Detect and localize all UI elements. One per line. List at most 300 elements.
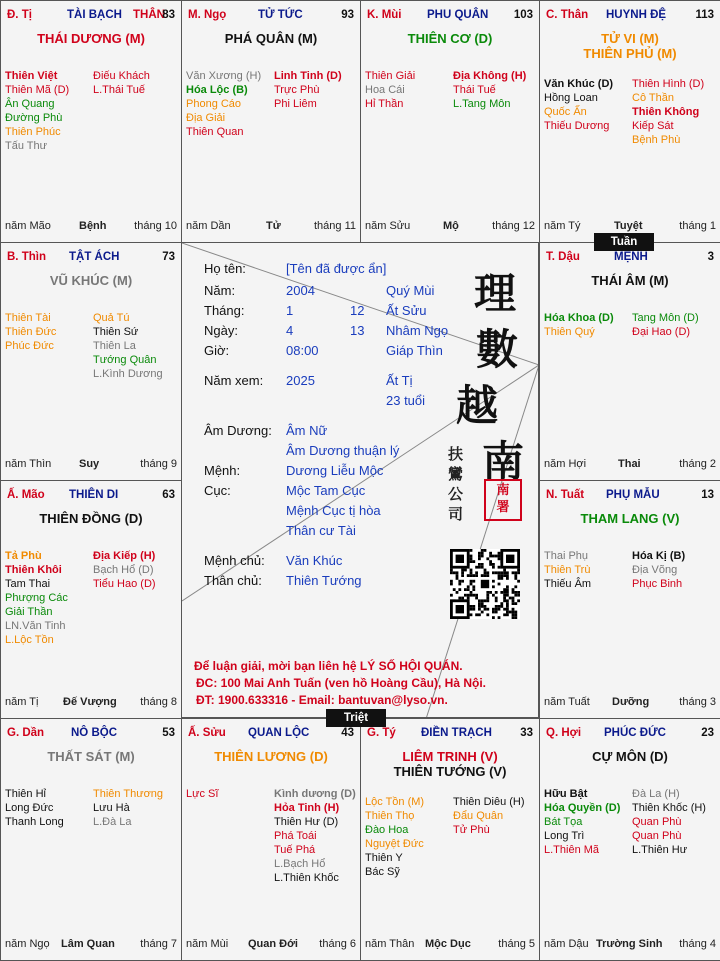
calligraphy-char: 數 xyxy=(476,325,519,374)
palace-than xyxy=(539,0,720,243)
info-value: Ất Tị xyxy=(386,373,413,388)
minor-star: Bát Tọa xyxy=(544,816,583,828)
main-star: THIÊN PHỦ (M) xyxy=(583,46,677,61)
minor-star: Thiên Phúc xyxy=(5,126,61,138)
main-stars xyxy=(540,511,720,526)
minor-star: Thanh Long xyxy=(5,816,64,828)
star-column-left xyxy=(5,69,69,153)
triet-tag: Triệt xyxy=(326,709,386,727)
tuan-tag: Tuần xyxy=(594,233,654,251)
palace-branch: B. Thìn xyxy=(7,251,46,263)
footer-year: năm Ngọ xyxy=(5,938,50,950)
info-value: Giáp Thìn xyxy=(386,343,443,358)
minor-star: L.Thái Tuế xyxy=(93,84,145,96)
palace-number: 73 xyxy=(162,251,175,263)
minor-star: Lưu Hà xyxy=(93,802,130,814)
palace-branch: Đ. Tị xyxy=(7,9,32,21)
palace-ti xyxy=(0,0,182,243)
footer-year: năm Dần xyxy=(186,220,231,232)
info-value: Văn Khúc xyxy=(286,553,343,568)
footer-month: tháng 4 xyxy=(679,938,716,950)
footer-stage: Tử xyxy=(266,220,281,232)
main-star: VŨ KHÚC (M) xyxy=(49,273,133,288)
info-value: 08:00 xyxy=(286,343,319,358)
main-stars xyxy=(540,749,720,764)
star-column-right xyxy=(632,77,704,147)
footer-month: tháng 11 xyxy=(313,220,356,232)
info-value: Âm Nữ xyxy=(286,423,328,438)
palace-ty xyxy=(360,718,540,961)
info-label: Năm: xyxy=(204,283,236,298)
main-stars xyxy=(361,31,539,46)
palace-tuat xyxy=(539,480,720,719)
seal-char: 南 xyxy=(496,482,510,497)
palace-header xyxy=(546,9,714,25)
minor-star: Đại Hao (D) xyxy=(632,326,691,338)
main-stars xyxy=(1,511,181,526)
palace-number: 13 xyxy=(701,489,714,501)
minor-star: Thiên Hư (D) xyxy=(274,816,339,828)
minor-star: Văn Xương (H) xyxy=(186,70,262,82)
minor-star: L.Bạch Hổ xyxy=(274,858,326,870)
info-value: 23 tuổi xyxy=(386,393,426,408)
info-label: Cục: xyxy=(204,483,231,498)
minor-star: Trực Phù xyxy=(274,84,320,96)
minor-star: Thiên Diêu (H) xyxy=(453,796,525,808)
minor-star: Phượng Các xyxy=(5,592,68,604)
minor-star: Kiếp Sát xyxy=(632,120,674,132)
minor-star: Lực Sĩ xyxy=(186,788,219,800)
minor-star: Thiên Mã (D) xyxy=(5,84,70,96)
info-value: Mệnh Cục tị hòa xyxy=(286,503,381,518)
palace-footer xyxy=(365,938,535,952)
minor-star: Thiên Hình (D) xyxy=(632,78,705,90)
palace-branch: M. Ngọ xyxy=(188,9,227,21)
minor-star: Bạch Hổ (D) xyxy=(93,564,154,576)
footer-year: năm Tuất xyxy=(544,696,590,708)
minor-star: Thiên Thương xyxy=(93,788,164,800)
footer-year: năm Mùi xyxy=(186,938,229,950)
palace-number: 83 xyxy=(162,9,175,21)
minor-star: Kình dương (D) xyxy=(274,788,356,800)
minor-star: Quan Phù xyxy=(632,816,682,828)
palace-name: MỆNH xyxy=(614,251,648,263)
minor-star: Phi Liêm xyxy=(274,98,317,110)
info-value: 13 xyxy=(350,323,365,338)
footer-stage: Dưỡng xyxy=(612,696,650,708)
small-vertical-char: 扶 xyxy=(448,445,464,463)
minor-star: Điếu Khách xyxy=(93,70,150,82)
minor-star: Hóa Lộc (B) xyxy=(186,84,248,96)
palace-name: PHÚC ĐỨC xyxy=(604,727,666,739)
star-column-right xyxy=(274,69,342,111)
red-seal xyxy=(484,479,522,521)
minor-star: Hoa Cái xyxy=(365,84,405,96)
minor-star: L.Thiên Mã xyxy=(544,844,600,856)
palace-branch: T. Dậu xyxy=(546,251,580,263)
star-column-right xyxy=(93,311,163,381)
palace-number: 43 xyxy=(341,727,354,739)
footer-month: tháng 1 xyxy=(679,220,716,232)
footer-month: tháng 5 xyxy=(498,938,535,950)
footer-month: tháng 8 xyxy=(140,696,177,708)
star-column-left xyxy=(365,69,415,111)
small-vertical-char: 公 xyxy=(448,485,464,503)
info-value: 12 xyxy=(350,303,365,318)
palace-header xyxy=(367,727,533,743)
minor-star: Tang Môn (D) xyxy=(632,312,699,324)
info-label: Năm xem: xyxy=(204,373,264,388)
footer-year: năm Tý xyxy=(544,220,581,232)
info-label: Mệnh chủ: xyxy=(204,553,265,568)
palace-header xyxy=(546,727,714,743)
footer-stage: Trường Sinh xyxy=(596,938,663,950)
footer-stage: Bệnh xyxy=(79,220,107,232)
minor-star: Ân Quang xyxy=(5,98,55,110)
minor-star: Giải Thần xyxy=(5,606,53,618)
palace-suu xyxy=(181,718,361,961)
star-column-left xyxy=(365,795,424,879)
minor-star: Tướng Quân xyxy=(93,354,157,366)
star-column-right xyxy=(453,69,526,111)
minor-star: Thiên Thọ xyxy=(365,810,415,822)
minor-star: Hóa Kị (B) xyxy=(632,550,686,562)
palace-footer xyxy=(186,220,356,234)
info-value: 1 xyxy=(286,303,294,318)
palace-branch: Q. Hợi xyxy=(546,727,582,739)
minor-star: Đà La (H) xyxy=(632,788,680,800)
palace-header xyxy=(7,489,175,505)
palace-branch: Ấ. Sửu xyxy=(188,727,226,739)
main-star: THIÊN CƠ (D) xyxy=(407,31,493,46)
minor-star: Hỉ Thần xyxy=(365,98,404,110)
minor-star: Long Trì xyxy=(544,830,585,842)
minor-star: L.Lộc Tồn xyxy=(5,634,54,646)
minor-star: Hỏa Tinh (H) xyxy=(274,802,340,814)
palace-branch: G. Tý xyxy=(367,727,396,739)
minor-star: Thai Phụ xyxy=(544,550,589,562)
minor-star: Lộc Tồn (M) xyxy=(365,796,425,808)
minor-star: Phúc Đức xyxy=(5,340,54,352)
minor-star: Tả Phù xyxy=(5,550,42,562)
minor-star: L.Đà La xyxy=(93,816,132,828)
palace-number: 53 xyxy=(162,727,175,739)
palace-number: 23 xyxy=(701,727,714,739)
minor-star: L.Thiên Hư xyxy=(632,844,688,856)
palace-footer xyxy=(544,458,716,472)
minor-star: Thiếu Âm xyxy=(544,578,592,590)
palace-name: NÔ BỘC xyxy=(71,727,117,739)
minor-star: Cô Thần xyxy=(632,92,674,104)
minor-star: Thiên Y xyxy=(365,852,403,864)
star-column-left xyxy=(544,787,620,857)
footer-stage: Quan Đới xyxy=(248,938,298,950)
minor-star: Địa Giải xyxy=(186,112,226,124)
palace-header xyxy=(367,9,533,25)
minor-star: Thiếu Dương xyxy=(544,120,610,132)
footer-month: tháng 2 xyxy=(679,458,716,470)
contact-line: ĐT: 1900.633316 - Email: bantuvan@lyso.vn. xyxy=(196,693,448,707)
info-label: Ngày: xyxy=(204,323,238,338)
star-column-right xyxy=(93,787,163,829)
palace-thin xyxy=(0,242,182,481)
than-marker: THÂN xyxy=(133,9,165,21)
palace-footer xyxy=(5,220,177,234)
footer-stage: Đế Vượng xyxy=(63,696,117,708)
minor-star: L.Kình Dương xyxy=(93,368,163,380)
palace-hoi xyxy=(539,718,720,961)
main-star: THÁI DƯƠNG (M) xyxy=(37,31,145,46)
main-stars xyxy=(182,31,360,46)
star-column-left xyxy=(544,549,591,591)
main-stars xyxy=(1,749,181,764)
palace-name: TẬT ÁCH xyxy=(69,251,120,263)
footer-stage: Lâm Quan xyxy=(61,938,115,950)
minor-star: Thiên Việt xyxy=(5,70,58,82)
footer-month: tháng 10 xyxy=(134,220,177,232)
star-column-left xyxy=(544,311,614,339)
minor-star: Địa Không (H) xyxy=(453,70,527,82)
star-column-right xyxy=(632,549,685,591)
info-value: Nhâm Ngọ xyxy=(386,323,449,338)
palace-header xyxy=(7,727,175,743)
palace-footer xyxy=(186,938,356,952)
palace-number: 63 xyxy=(162,489,175,501)
minor-star: Thiên Quan xyxy=(186,126,244,138)
palace-name: PHU QUÂN xyxy=(427,9,489,21)
minor-star: Địa Kiếp (H) xyxy=(93,550,156,562)
minor-star: Phục Binh xyxy=(632,578,683,590)
main-stars xyxy=(1,31,181,46)
minor-star: Phá Toái xyxy=(274,830,317,842)
palace-mui xyxy=(360,0,540,243)
minor-star: Văn Khúc (D) xyxy=(544,78,614,90)
info-value: Mộc Tam Cục xyxy=(286,483,366,498)
palace-header xyxy=(7,251,175,267)
minor-star: Thiên Giải xyxy=(365,70,416,82)
palace-header xyxy=(546,489,714,505)
minor-star: Thiên Quý xyxy=(544,326,595,338)
star-column-right xyxy=(453,795,525,837)
main-star: THAM LANG (V) xyxy=(580,511,680,526)
small-vertical-char: 鸞 xyxy=(448,465,464,483)
main-star: CỰ MÔN (D) xyxy=(592,749,668,764)
info-label: Âm Dương: xyxy=(204,423,272,438)
star-column-right xyxy=(93,549,156,591)
main-stars xyxy=(540,31,720,61)
footer-year: năm Sửu xyxy=(365,220,411,232)
star-column-left xyxy=(186,69,261,139)
info-value: [Tên đã được ẩn] xyxy=(286,261,387,276)
minor-star: Phong Cáo xyxy=(186,98,242,110)
info-label: Họ tên: xyxy=(204,261,246,276)
footer-year: năm Tị xyxy=(5,696,39,708)
minor-star: Tam Thai xyxy=(5,578,51,590)
star-column-left xyxy=(5,311,56,353)
minor-star: LN.Văn Tinh xyxy=(5,620,66,632)
palace-name: TÀI BẠCH xyxy=(67,9,122,21)
palace-dau xyxy=(539,242,720,481)
minor-star: L.Thiên Khốc xyxy=(274,872,339,884)
palace-footer xyxy=(5,458,177,472)
palace-branch: Ấ. Mão xyxy=(7,489,45,501)
info-label: Thân chủ: xyxy=(204,573,262,588)
seal-char: 署 xyxy=(496,499,510,514)
minor-star: Hữu Bật xyxy=(544,788,588,800)
minor-star: Đẩu Quân xyxy=(453,810,504,822)
minor-star: Thiên Sứ xyxy=(93,326,139,338)
minor-star: Linh Tinh (D) xyxy=(274,70,342,82)
minor-star: Đào Hoa xyxy=(365,824,409,836)
footer-month: tháng 9 xyxy=(140,458,177,470)
minor-star: Thiên Không xyxy=(632,106,700,118)
info-value: 2004 xyxy=(286,283,315,298)
footer-year: năm Dậu xyxy=(544,938,589,950)
star-column-left xyxy=(5,787,64,829)
star-column-left xyxy=(544,77,613,133)
info-value: 4 xyxy=(286,323,294,338)
star-column-right xyxy=(93,69,150,97)
minor-star: Thiên Đức xyxy=(5,326,57,338)
main-star: THIÊN LƯƠNG (D) xyxy=(214,749,328,764)
palace-name: QUAN LỘC xyxy=(248,727,310,739)
minor-star: Thiên La xyxy=(93,340,136,352)
footer-year: năm Mão xyxy=(5,220,51,232)
minor-star: Quốc Ấn xyxy=(544,106,587,118)
minor-star: Quả Tú xyxy=(93,312,130,324)
center-panel xyxy=(181,242,539,718)
info-label: Mệnh: xyxy=(204,463,241,478)
footer-month: tháng 3 xyxy=(679,696,716,708)
calligraphy-char: 南 xyxy=(482,437,525,486)
minor-star: Đường Phù xyxy=(5,112,63,124)
palace-header xyxy=(7,9,175,25)
palace-number: 113 xyxy=(695,9,714,21)
footer-year: năm Thìn xyxy=(5,458,52,470)
info-label: Giờ: xyxy=(204,343,230,358)
minor-star: L.Tang Môn xyxy=(453,98,511,110)
minor-star: Thiên Khốc (H) xyxy=(632,802,706,814)
main-star: THIÊN ĐỒNG (D) xyxy=(39,511,143,526)
footer-year: năm Thân xyxy=(365,938,415,950)
palace-mao xyxy=(0,480,182,719)
palace-name: ĐIỀN TRẠCH xyxy=(421,727,492,739)
minor-star: Thiên Khôi xyxy=(5,564,62,576)
minor-star: Thiên Tài xyxy=(5,312,51,324)
palace-number: 33 xyxy=(520,727,533,739)
main-star: THIÊN TƯỚNG (V) xyxy=(393,764,507,779)
palace-ngo xyxy=(181,0,361,243)
footer-stage: Suy xyxy=(79,458,100,470)
footer-stage: Mộc Dục xyxy=(425,938,471,950)
star-column-left xyxy=(5,549,68,647)
palace-dan xyxy=(0,718,182,961)
contact-line: ĐC: 100 Mai Anh Tuấn (ven hồ Hoàng Cầu), Hà Nội. xyxy=(196,676,487,690)
palace-header xyxy=(188,727,354,743)
main-stars xyxy=(361,749,539,779)
main-stars xyxy=(540,273,720,288)
small-vertical-char: 司 xyxy=(448,505,464,523)
info-value: Ất Sửu xyxy=(386,303,427,318)
main-star: PHÁ QUÂN (M) xyxy=(224,31,318,46)
footer-stage: Thai xyxy=(618,458,641,470)
minor-star: Tử Phù xyxy=(453,824,490,836)
minor-star: Nguyệt Đức xyxy=(365,838,424,850)
minor-star: Bác Sỹ xyxy=(365,866,400,878)
palace-header xyxy=(546,251,714,267)
palace-footer xyxy=(544,696,716,710)
info-value: Thân cư Tài xyxy=(286,523,356,538)
footer-stage: Mộ xyxy=(443,220,459,232)
qr-code xyxy=(450,549,520,619)
palace-branch: G. Dần xyxy=(7,727,45,739)
info-label: Tháng: xyxy=(204,303,245,318)
main-star: LIÊM TRINH (V) xyxy=(402,749,498,764)
minor-star: Tuế Phá xyxy=(274,844,316,856)
contact-line: Để luận giải, mời bạn liên hệ LÝ SỐ HỘI QUÁN. xyxy=(194,659,463,673)
minor-star: Hồng Loan xyxy=(544,92,598,104)
minor-star: Địa Võng xyxy=(632,564,678,576)
star-column-right xyxy=(632,311,699,339)
palace-footer xyxy=(5,938,177,952)
calligraphy-char: 理 xyxy=(474,269,517,318)
palace-footer xyxy=(5,696,177,710)
main-star: THẤT SÁT (M) xyxy=(47,749,135,764)
info-value: Âm Dương thuận lý xyxy=(286,443,400,458)
palace-name: HUYNH ĐỆ xyxy=(606,9,667,21)
minor-star: Thiên Hỉ xyxy=(5,788,46,800)
minor-star: Bệnh Phù xyxy=(632,134,681,146)
info-value: 2025 xyxy=(286,373,315,388)
minor-star: Thiên Trù xyxy=(544,564,591,576)
palace-header xyxy=(188,9,354,25)
star-column-right xyxy=(632,787,706,857)
palace-branch: C. Thân xyxy=(546,9,589,21)
palace-footer xyxy=(544,938,716,952)
minor-star: Thái Tuế xyxy=(453,84,496,96)
palace-name: THIÊN DI xyxy=(69,489,119,501)
main-stars xyxy=(182,749,360,764)
footer-month: tháng 6 xyxy=(319,938,356,950)
palace-footer xyxy=(544,220,716,234)
footer-month: tháng 7 xyxy=(140,938,177,950)
main-star: THÁI ÂM (M) xyxy=(591,273,669,288)
minor-star: Quan Phù xyxy=(632,830,682,842)
palace-name: PHỤ MẪU xyxy=(606,489,660,501)
palace-number: 103 xyxy=(513,9,533,21)
palace-footer xyxy=(365,220,535,234)
palace-number: 3 xyxy=(707,251,714,263)
star-column-left xyxy=(186,787,218,801)
palace-number: 93 xyxy=(341,9,354,21)
palace-branch: N. Tuất xyxy=(546,489,585,501)
info-value: Quý Mùi xyxy=(386,283,435,298)
calligraphy-char: 越 xyxy=(456,381,499,430)
info-value: Thiên Tướng xyxy=(286,573,362,588)
star-column-right xyxy=(274,787,356,885)
minor-star: Hóa Quyền (D) xyxy=(544,802,621,814)
info-value: Dương Liễu Mộc xyxy=(286,463,384,478)
minor-star: Tiểu Hao (D) xyxy=(93,578,156,590)
footer-year: năm Hợi xyxy=(544,458,587,470)
palace-branch: K. Mùi xyxy=(367,9,402,21)
palace-name: TỬ TỨC xyxy=(258,9,303,21)
footer-month: tháng 12 xyxy=(492,220,535,232)
minor-star: Tấu Thư xyxy=(5,140,48,152)
minor-star: Long Đức xyxy=(5,802,54,814)
main-star: TỬ VI (M) xyxy=(601,31,659,46)
main-stars xyxy=(1,273,181,288)
